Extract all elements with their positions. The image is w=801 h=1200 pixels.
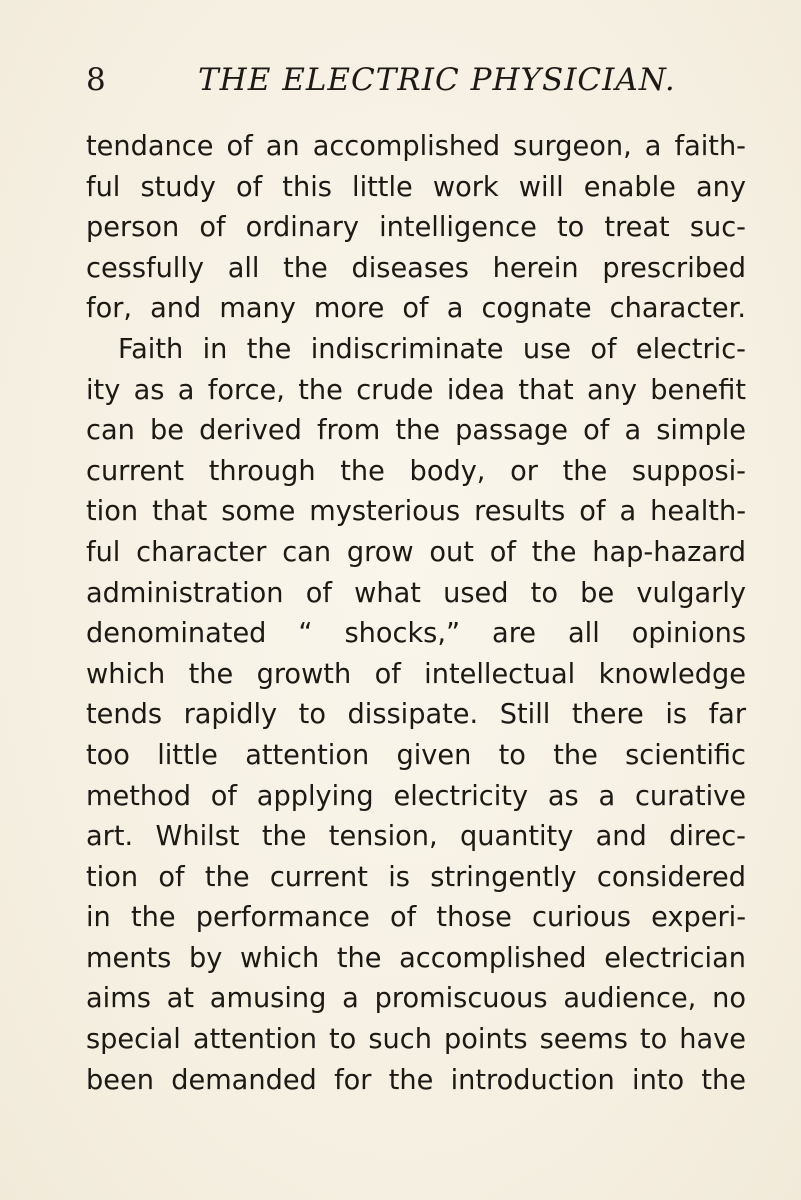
text-line: tion of the current is stringently considered bbox=[86, 861, 746, 893]
running-head bbox=[86, 62, 726, 102]
text-line: art. Whilst the tension, quantity and direc- bbox=[86, 821, 746, 853]
text-line: method of applying electricity as a curative bbox=[86, 780, 746, 812]
text-line: person of ordinary intelligence to treat suc- bbox=[86, 212, 746, 244]
page-number: 8 bbox=[86, 62, 107, 98]
text-line: ity as a force, the crude idea that any benefit bbox=[86, 374, 746, 406]
text-line: can be derived from the passage of a simple bbox=[86, 415, 746, 447]
text-line: cessfully all the diseases herein prescribed bbox=[86, 252, 746, 284]
text-line: for, and many more of a cognate character. bbox=[86, 293, 746, 325]
text-line: ful study of this little work will enable any bbox=[86, 171, 746, 203]
text-line: tends rapidly to dissipate. Still there is far bbox=[86, 699, 746, 731]
text-line: too little attention given to the scientific bbox=[86, 739, 746, 771]
text-line: current through the body, or the supposi- bbox=[86, 455, 746, 487]
text-line: tendance of an accomplished surgeon, a faith- bbox=[86, 131, 746, 162]
text-line: Faith in the indiscriminate use of electric- bbox=[118, 333, 746, 365]
text-line: administration of what used to be vulgarly bbox=[86, 577, 746, 609]
text-line: in the performance of those curious experi- bbox=[86, 902, 746, 934]
text-line: been demanded for the introduction into the bbox=[86, 1064, 746, 1096]
running-title: THE ELECTRIC PHYSICIAN. bbox=[198, 62, 676, 98]
text-line: special attention to such points seems to have bbox=[86, 1024, 746, 1056]
text-line: ful character can grow out of the hap-hazard bbox=[86, 536, 746, 568]
body-text bbox=[86, 127, 746, 1101]
text-line: which the growth of intellectual knowledge bbox=[86, 658, 746, 690]
text-line: aims at amusing a promiscuous audience, no bbox=[86, 983, 746, 1015]
text-line: tion that some mysterious results of a health- bbox=[86, 496, 746, 528]
text-line: denominated “ shocks,” are all opinions bbox=[86, 618, 746, 650]
text-line: ments by which the accomplished electrician bbox=[86, 942, 746, 974]
